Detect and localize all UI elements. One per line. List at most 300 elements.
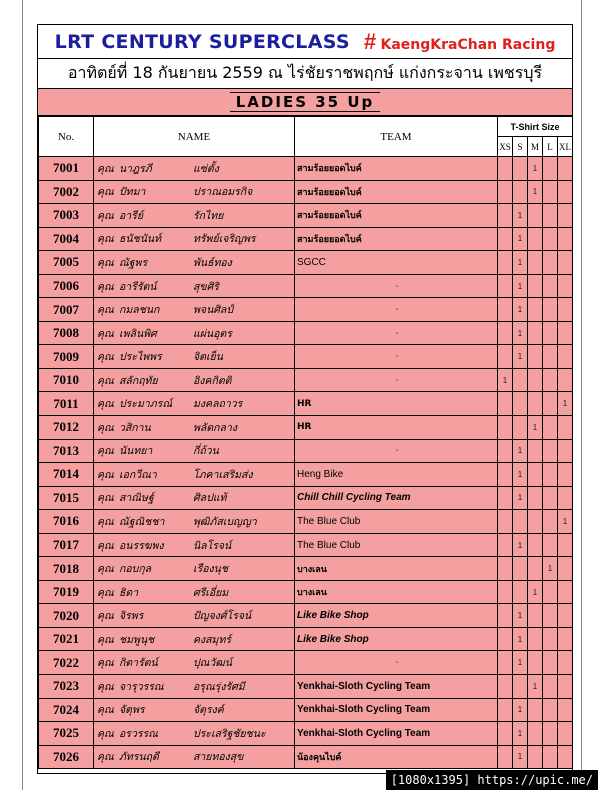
- table-row: [39, 745, 573, 769]
- last-name: อิงคกิตติ: [193, 374, 232, 387]
- team-name: HR: [295, 392, 498, 416]
- table-row: [39, 533, 573, 557]
- size-cell-l: [543, 627, 558, 651]
- name-prefix: คุณ: [97, 468, 114, 481]
- last-name: รักไทย: [193, 209, 224, 222]
- rider-name: [94, 745, 295, 769]
- size-cell-xl: 1: [558, 510, 573, 534]
- size-cell-xl: [558, 251, 573, 275]
- bib-number: 7016: [39, 510, 94, 534]
- size-cell-m: [528, 463, 543, 487]
- name-prefix: คุณ: [97, 280, 114, 293]
- team-name: Yenkhai-Sloth Cycling Team: [295, 722, 498, 746]
- size-cell-m: [528, 439, 543, 463]
- size-cell-xl: 1: [558, 392, 573, 416]
- bib-number: 7011: [39, 392, 94, 416]
- size-cell-xs: [498, 533, 513, 557]
- size-cell-xs: [498, 416, 513, 440]
- name-prefix: คุณ: [97, 563, 114, 576]
- rider-name: [94, 510, 295, 534]
- rider-name: [94, 463, 295, 487]
- size-cell-m: [528, 392, 543, 416]
- team-name: -: [295, 298, 498, 322]
- first-name: กิตารัตน์: [119, 657, 158, 670]
- size-cell-xl: [558, 227, 573, 251]
- size-cell-xl: [558, 274, 573, 298]
- table-row: [39, 392, 573, 416]
- size-cell-xl: [558, 745, 573, 769]
- bib-number: 7021: [39, 627, 94, 651]
- rider-name: [94, 439, 295, 463]
- team-name: -: [295, 439, 498, 463]
- col-header-name: NAME: [94, 117, 295, 157]
- size-cell-l: [543, 675, 558, 699]
- size-cell-m: [528, 227, 543, 251]
- size-cell-l: [543, 345, 558, 369]
- rider-name: [94, 392, 295, 416]
- size-cell-xs: [498, 486, 513, 510]
- rider-name: [94, 274, 295, 298]
- size-cell-xs: [498, 463, 513, 487]
- size-cell-m: [528, 274, 543, 298]
- size-cell-l: [543, 416, 558, 440]
- size-cell-l: [543, 368, 558, 392]
- size-cell-s: [513, 557, 528, 581]
- bib-number: 7015: [39, 486, 94, 510]
- first-name: ณัฐพร: [119, 256, 148, 269]
- size-cell-s: [513, 510, 528, 534]
- size-cell-xl: [558, 298, 573, 322]
- size-cell-s: 1: [513, 533, 528, 557]
- size-cell-xs: [498, 675, 513, 699]
- last-name: กี่ถ้วน: [193, 445, 219, 458]
- size-cell-l: [543, 392, 558, 416]
- team-name: Yenkhai-Sloth Cycling Team: [295, 698, 498, 722]
- size-cell-l: [543, 486, 558, 510]
- col-header-size: M: [528, 137, 543, 157]
- hash-icon: #: [363, 28, 377, 54]
- first-name: อารีย์: [119, 209, 143, 222]
- size-cell-m: [528, 604, 543, 628]
- size-cell-l: [543, 204, 558, 228]
- last-name: พุฒิภัสเบญญา: [193, 515, 257, 528]
- bib-number: 7018: [39, 557, 94, 581]
- size-cell-s: 1: [513, 321, 528, 345]
- team-name: SGCC: [295, 251, 498, 275]
- col-header-size: XL: [558, 137, 573, 157]
- name-prefix: คุณ: [97, 539, 114, 552]
- team-name: -: [295, 321, 498, 345]
- size-cell-s: 1: [513, 227, 528, 251]
- col-header-size: S: [513, 137, 528, 157]
- first-name: จัตุพร: [119, 704, 145, 717]
- size-cell-s: 1: [513, 439, 528, 463]
- first-name: กอบกุล: [119, 563, 152, 576]
- size-cell-xs: [498, 510, 513, 534]
- size-cell-xs: [498, 604, 513, 628]
- col-header-size: XS: [498, 137, 513, 157]
- size-cell-l: [543, 745, 558, 769]
- team-name: สามร้อยยอดไบค์: [295, 227, 498, 251]
- last-name: ปุณวัฒน์: [193, 657, 232, 670]
- last-name: เรืองนุช: [193, 563, 228, 576]
- bib-number: 7002: [39, 180, 94, 204]
- size-cell-xs: [498, 274, 513, 298]
- team-name: น้องคุนไบค์: [295, 745, 498, 769]
- size-cell-xs: [498, 722, 513, 746]
- last-name: นิลโรจน์: [193, 539, 232, 552]
- size-cell-s: 1: [513, 345, 528, 369]
- name-prefix: คุณ: [97, 657, 114, 670]
- size-cell-l: [543, 580, 558, 604]
- team-name: Like Bike Shop: [295, 604, 498, 628]
- organizer-name: KaengKraChan Racing: [380, 36, 556, 53]
- size-cell-s: 1: [513, 463, 528, 487]
- first-name: จารุวรรณ: [119, 680, 164, 693]
- first-name: นาฎรภี: [119, 162, 152, 175]
- last-name: สายทองสุข: [193, 751, 244, 764]
- size-cell-m: [528, 251, 543, 275]
- team-name: Chill Chill Cycling Team: [295, 486, 498, 510]
- size-cell-xs: [498, 745, 513, 769]
- size-cell-xl: [558, 533, 573, 557]
- team-name: Heng Bike: [295, 463, 498, 487]
- size-cell-xs: [498, 251, 513, 275]
- bib-number: 7007: [39, 298, 94, 322]
- size-cell-l: [543, 604, 558, 628]
- size-cell-s: 1: [513, 627, 528, 651]
- name-prefix: คุณ: [97, 186, 114, 199]
- size-cell-xs: [498, 298, 513, 322]
- col-header-tshirt: T-Shirt Size: [498, 117, 573, 137]
- last-name: ศิลปแท้: [193, 492, 227, 505]
- team-name: -: [295, 368, 498, 392]
- rider-name: [94, 604, 295, 628]
- size-cell-m: [528, 486, 543, 510]
- team-name: -: [295, 274, 498, 298]
- name-prefix: คุณ: [97, 704, 114, 717]
- bib-number: 7025: [39, 722, 94, 746]
- event-title: LRT CENTURY SUPERCLASS: [54, 30, 350, 53]
- bib-number: 7008: [39, 321, 94, 345]
- last-name: โภคาเสริมส่ง: [193, 468, 253, 481]
- size-cell-xl: [558, 486, 573, 510]
- table-row: [39, 251, 573, 275]
- col-header-size: L: [543, 137, 558, 157]
- size-cell-s: [513, 180, 528, 204]
- last-name: จัตุรงค์: [193, 704, 224, 717]
- last-name: ทรัพย์เจริญพร: [193, 233, 256, 246]
- rider-name: [94, 651, 295, 675]
- size-cell-xl: [558, 651, 573, 675]
- table-row: [39, 298, 573, 322]
- bib-number: 7013: [39, 439, 94, 463]
- size-cell-xl: [558, 604, 573, 628]
- first-name: ประไพพร: [119, 351, 162, 364]
- size-cell-xs: [498, 321, 513, 345]
- size-cell-s: 1: [513, 204, 528, 228]
- size-cell-xl: [558, 439, 573, 463]
- first-name: อารีรัตน์: [119, 280, 157, 293]
- first-name: อนรรฆพง: [119, 539, 164, 552]
- rider-name: [94, 157, 295, 181]
- size-cell-m: [528, 627, 543, 651]
- last-name: ศรีเอี่ยม: [193, 586, 229, 599]
- first-name: เพลินพิศ: [119, 327, 157, 340]
- size-cell-m: [528, 651, 543, 675]
- size-cell-xl: [558, 368, 573, 392]
- size-cell-l: [543, 510, 558, 534]
- size-cell-m: [528, 204, 543, 228]
- table-row: [39, 651, 573, 675]
- name-prefix: คุณ: [97, 304, 114, 317]
- bib-number: 7020: [39, 604, 94, 628]
- first-name: ธิดา: [119, 586, 139, 599]
- size-cell-s: [513, 675, 528, 699]
- size-cell-xl: [558, 463, 573, 487]
- bib-number: 7023: [39, 675, 94, 699]
- col-header-no: No.: [39, 117, 94, 157]
- rider-name: [94, 204, 295, 228]
- table-row: [39, 321, 573, 345]
- size-cell-s: 1: [513, 274, 528, 298]
- size-cell-m: [528, 698, 543, 722]
- size-cell-xl: [558, 698, 573, 722]
- name-prefix: คุณ: [97, 256, 114, 269]
- bib-number: 7019: [39, 580, 94, 604]
- size-cell-m: [528, 722, 543, 746]
- team-name: Yenkhai-Sloth Cycling Team: [295, 675, 498, 699]
- first-name: วสิกาน: [119, 421, 151, 434]
- size-cell-xs: [498, 392, 513, 416]
- name-prefix: คุณ: [97, 233, 114, 246]
- team-name: The Blue Club: [295, 510, 498, 534]
- size-cell-s: [513, 157, 528, 181]
- size-cell-m: 1: [528, 157, 543, 181]
- team-name: บางเลน: [295, 580, 498, 604]
- rider-name: [94, 227, 295, 251]
- size-cell-xl: [558, 204, 573, 228]
- bib-number: 7001: [39, 157, 94, 181]
- table-row: [39, 557, 573, 581]
- first-name: ภัทรนฤดี: [119, 751, 159, 764]
- size-cell-xl: [558, 675, 573, 699]
- name-prefix: คุณ: [97, 727, 114, 740]
- last-name: พลัดกลาง: [193, 421, 237, 434]
- first-name: ประมาภรณ์: [119, 398, 173, 411]
- name-prefix: คุณ: [97, 398, 114, 411]
- table-row: [39, 157, 573, 181]
- last-name: ประเสริฐชัยชนะ: [193, 727, 266, 740]
- rider-name: [94, 321, 295, 345]
- bib-number: 7009: [39, 345, 94, 369]
- size-cell-l: 1: [543, 557, 558, 581]
- first-name: ปัทมา: [119, 186, 146, 199]
- first-name: ชมพูนุช: [119, 633, 155, 646]
- size-cell-m: [528, 368, 543, 392]
- size-cell-xs: 1: [498, 368, 513, 392]
- size-cell-xl: [558, 557, 573, 581]
- first-name: จิรพร: [119, 610, 144, 623]
- bib-number: 7005: [39, 251, 94, 275]
- table-row: [39, 368, 573, 392]
- team-name: สามร้อยยอดไบค์: [295, 204, 498, 228]
- table-row: [39, 510, 573, 534]
- bib-number: 7004: [39, 227, 94, 251]
- participants-body: [39, 157, 573, 769]
- first-name: อรวรรณ: [119, 727, 158, 740]
- table-row: [39, 416, 573, 440]
- table-row: [39, 180, 573, 204]
- size-cell-xl: [558, 627, 573, 651]
- size-cell-xs: [498, 557, 513, 581]
- size-cell-xs: [498, 345, 513, 369]
- bib-number: 7006: [39, 274, 94, 298]
- bib-number: 7022: [39, 651, 94, 675]
- size-cell-xs: [498, 157, 513, 181]
- size-cell-l: [543, 651, 558, 675]
- last-name: สุขศิริ: [193, 280, 219, 293]
- document-sheet: [37, 24, 573, 774]
- size-cell-m: [528, 745, 543, 769]
- size-cell-l: [543, 298, 558, 322]
- first-name: นันทยา: [119, 445, 153, 458]
- participants-table: [38, 116, 573, 769]
- size-cell-xl: [558, 321, 573, 345]
- name-prefix: คุณ: [97, 515, 114, 528]
- size-cell-l: [543, 321, 558, 345]
- first-name: สาณิษฐ์: [119, 492, 154, 505]
- rider-name: [94, 675, 295, 699]
- size-cell-xs: [498, 651, 513, 675]
- rider-name: [94, 180, 295, 204]
- last-name: ปัญจงศ์โรจน์: [193, 610, 252, 623]
- size-cell-l: [543, 157, 558, 181]
- size-cell-s: 1: [513, 651, 528, 675]
- rider-name: [94, 580, 295, 604]
- size-cell-l: [543, 274, 558, 298]
- size-cell-s: [513, 416, 528, 440]
- size-cell-s: 1: [513, 745, 528, 769]
- table-row: [39, 345, 573, 369]
- size-cell-xl: [558, 180, 573, 204]
- event-date-location: อาทิตย์ที่ 18 กันยายน 2559 ณ ไร่ชัยราชพฤกษ์ แก่งกระจาน เพชรบุรี: [38, 59, 572, 89]
- table-row: [39, 722, 573, 746]
- name-prefix: คุณ: [97, 680, 114, 693]
- size-cell-xs: [498, 180, 513, 204]
- size-cell-m: [528, 345, 543, 369]
- size-cell-s: 1: [513, 298, 528, 322]
- size-cell-l: [543, 180, 558, 204]
- size-cell-xl: [558, 416, 573, 440]
- category-label: LADIES 35 Up: [230, 92, 381, 112]
- size-cell-m: [528, 533, 543, 557]
- size-cell-l: [543, 722, 558, 746]
- size-cell-m: 1: [528, 416, 543, 440]
- name-prefix: คุณ: [97, 162, 114, 175]
- name-prefix: คุณ: [97, 421, 114, 434]
- size-cell-l: [543, 227, 558, 251]
- last-name: มงคลถาวร: [193, 398, 243, 411]
- table-row: [39, 463, 573, 487]
- rider-name: [94, 533, 295, 557]
- last-name: แผ่นอุตร: [193, 327, 232, 340]
- first-name: ธนัชนันท์: [119, 233, 161, 246]
- size-cell-l: [543, 533, 558, 557]
- rider-name: [94, 298, 295, 322]
- name-prefix: คุณ: [97, 351, 114, 364]
- team-name: สามร้อยยอดไบค์: [295, 157, 498, 181]
- size-cell-xs: [498, 698, 513, 722]
- rider-name: [94, 416, 295, 440]
- size-cell-l: [543, 439, 558, 463]
- name-prefix: คุณ: [97, 610, 114, 623]
- size-cell-l: [543, 463, 558, 487]
- image-size-watermark: [1080x1395] https://upic.me/: [386, 770, 598, 790]
- team-name: -: [295, 651, 498, 675]
- col-header-team: TEAM: [295, 117, 498, 157]
- team-name: Like Bike Shop: [295, 627, 498, 651]
- size-cell-xs: [498, 580, 513, 604]
- size-cell-xl: [558, 157, 573, 181]
- name-prefix: คุณ: [97, 751, 114, 764]
- first-name: ณัฐณิชชา: [119, 515, 165, 528]
- table-row: [39, 227, 573, 251]
- table-row: [39, 204, 573, 228]
- bib-number: 7017: [39, 533, 94, 557]
- name-prefix: คุณ: [97, 492, 114, 505]
- size-cell-l: [543, 251, 558, 275]
- size-cell-s: [513, 580, 528, 604]
- size-cell-m: 1: [528, 180, 543, 204]
- rider-name: [94, 698, 295, 722]
- bib-number: 7024: [39, 698, 94, 722]
- table-row: [39, 580, 573, 604]
- table-row: [39, 675, 573, 699]
- size-cell-s: [513, 368, 528, 392]
- size-cell-m: 1: [528, 580, 543, 604]
- rider-name: [94, 486, 295, 510]
- size-cell-s: [513, 392, 528, 416]
- size-cell-m: [528, 321, 543, 345]
- first-name: กมลชนก: [119, 304, 160, 317]
- rider-name: [94, 345, 295, 369]
- last-name: อรุณรุ่งรัศมี: [193, 680, 245, 693]
- team-name: -: [295, 345, 498, 369]
- bib-number: 7010: [39, 368, 94, 392]
- table-row: [39, 486, 573, 510]
- name-prefix: คุณ: [97, 327, 114, 340]
- rider-name: [94, 627, 295, 651]
- size-cell-xs: [498, 439, 513, 463]
- size-cell-xs: [498, 227, 513, 251]
- name-prefix: คุณ: [97, 445, 114, 458]
- team-name: HR: [295, 416, 498, 440]
- name-prefix: คุณ: [97, 209, 114, 222]
- size-cell-m: [528, 557, 543, 581]
- size-cell-s: 1: [513, 251, 528, 275]
- bib-number: 7026: [39, 745, 94, 769]
- size-cell-s: 1: [513, 722, 528, 746]
- size-cell-xs: [498, 204, 513, 228]
- team-name: The Blue Club: [295, 533, 498, 557]
- last-name: พจนศิลป์: [193, 304, 234, 317]
- last-name: คงสมุทร์: [193, 633, 232, 646]
- last-name: แซ่ตั้ง: [193, 162, 219, 175]
- bib-number: 7012: [39, 416, 94, 440]
- first-name: สลักฤทัย: [119, 374, 158, 387]
- last-name: จิตเย็น: [193, 351, 223, 364]
